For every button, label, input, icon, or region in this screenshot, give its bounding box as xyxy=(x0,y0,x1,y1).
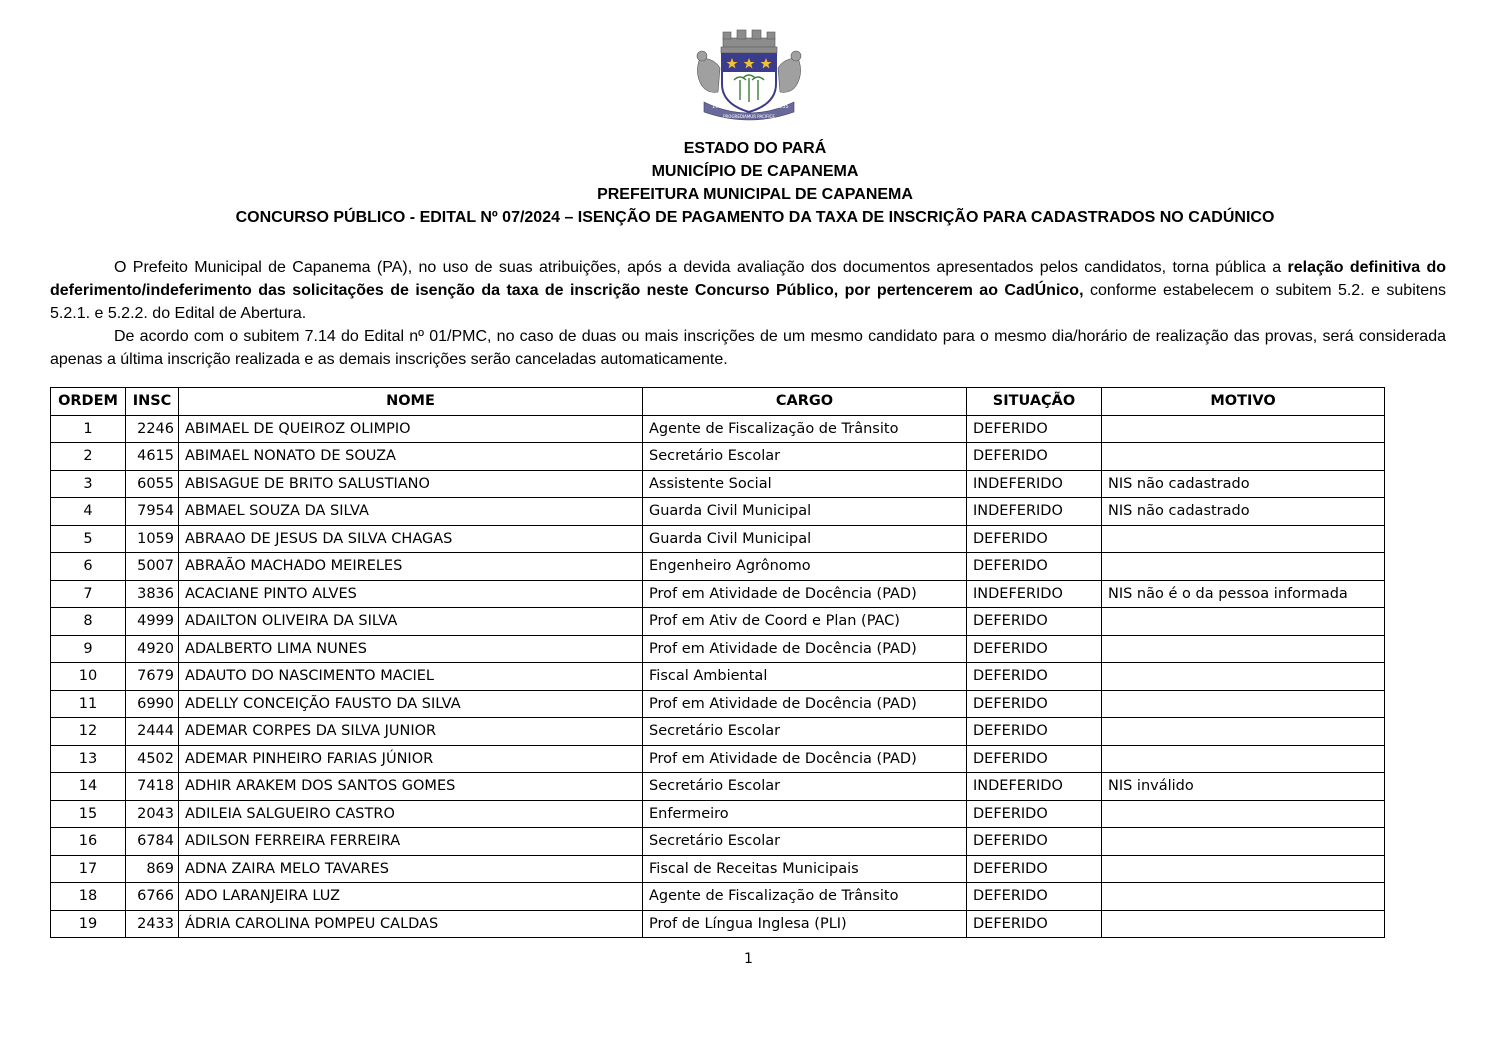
cell-cargo: Guarda Civil Municipal xyxy=(643,498,967,526)
table-row xyxy=(51,580,1385,608)
cell-insc: 5007 xyxy=(126,553,179,581)
cell-situacao: DEFERIDO xyxy=(967,525,1102,553)
cell-motivo xyxy=(1102,883,1385,911)
cell-insc: 1059 xyxy=(126,525,179,553)
cell-ordem: 12 xyxy=(51,718,126,746)
cell-insc: 2444 xyxy=(126,718,179,746)
cell-insc: 6784 xyxy=(126,828,179,856)
cell-nome: ABIMAEL DE QUEIROZ OLIMPIO xyxy=(179,415,643,443)
cell-nome: ABRAAO DE JESUS DA SILVA CHAGAS xyxy=(179,525,643,553)
cell-situacao: DEFERIDO xyxy=(967,910,1102,938)
cell-ordem: 14 xyxy=(51,773,126,801)
cell-cargo: Guarda Civil Municipal xyxy=(643,525,967,553)
cell-motivo: NIS não cadastrado xyxy=(1102,498,1385,526)
table-row xyxy=(51,608,1385,636)
header-state: ESTADO DO PARÁ xyxy=(683,140,827,157)
page-number: 1 xyxy=(744,951,753,967)
cell-situacao: INDEFERIDO xyxy=(967,773,1102,801)
cell-motivo xyxy=(1102,690,1385,718)
table-row xyxy=(51,443,1385,471)
table-row xyxy=(51,910,1385,938)
cell-situacao: DEFERIDO xyxy=(967,635,1102,663)
cell-insc: 6055 xyxy=(126,470,179,498)
cell-insc: 7679 xyxy=(126,663,179,691)
table-header-row xyxy=(51,388,1385,416)
cell-cargo: Assistente Social xyxy=(643,470,967,498)
column-header-insc: INSC xyxy=(126,388,179,416)
cell-insc: 6990 xyxy=(126,690,179,718)
cell-cargo: Agente de Fiscalização de Trânsito xyxy=(643,415,967,443)
table-row xyxy=(51,745,1385,773)
cell-insc: 7954 xyxy=(126,498,179,526)
cell-cargo: Enfermeiro xyxy=(643,800,967,828)
column-header-situacao: SITUAÇÃO xyxy=(967,388,1102,416)
cell-nome: ADILSON FERREIRA FERREIRA xyxy=(179,828,643,856)
cell-ordem: 10 xyxy=(51,663,126,691)
cell-motivo xyxy=(1102,855,1385,883)
cell-cargo: Prof em Atividade de Docência (PAD) xyxy=(643,745,967,773)
table-row xyxy=(51,718,1385,746)
cell-insc: 7418 xyxy=(126,773,179,801)
cell-situacao: DEFERIDO xyxy=(967,553,1102,581)
cell-situacao: DEFERIDO xyxy=(967,718,1102,746)
cell-ordem: 9 xyxy=(51,635,126,663)
column-header-motivo: MOTIVO xyxy=(1102,388,1385,416)
cell-situacao: DEFERIDO xyxy=(967,800,1102,828)
table-row xyxy=(51,525,1385,553)
cell-insc: 4999 xyxy=(126,608,179,636)
cell-cargo: Secretário Escolar xyxy=(643,828,967,856)
cell-insc: 4920 xyxy=(126,635,179,663)
cell-insc: 4502 xyxy=(126,745,179,773)
header-prefecture: PREFEITURA MUNICIPAL DE CAPANEMA xyxy=(597,186,913,203)
cell-motivo xyxy=(1102,718,1385,746)
cell-nome: ADO LARANJEIRA LUZ xyxy=(179,883,643,911)
cell-motivo xyxy=(1102,525,1385,553)
cell-situacao: INDEFERIDO xyxy=(967,470,1102,498)
cell-motivo xyxy=(1102,745,1385,773)
cell-motivo xyxy=(1102,415,1385,443)
cell-ordem: 3 xyxy=(51,470,126,498)
cell-ordem: 18 xyxy=(51,883,126,911)
cell-cargo: Fiscal Ambiental xyxy=(643,663,967,691)
cell-nome: ADAILTON OLIVEIRA DA SILVA xyxy=(179,608,643,636)
cell-situacao: DEFERIDO xyxy=(967,855,1102,883)
seal-motto: PROGREDIAMUR PACIFICE xyxy=(723,114,775,119)
cell-situacao: INDEFERIDO xyxy=(967,580,1102,608)
cell-nome: ADNA ZAIRA MELO TAVARES xyxy=(179,855,643,883)
table-body xyxy=(51,415,1385,938)
municipal-coat-of-arms xyxy=(690,28,808,124)
table-row xyxy=(51,883,1385,911)
cell-motivo xyxy=(1102,608,1385,636)
column-header-nome: NOME xyxy=(179,388,643,416)
cell-insc: 6766 xyxy=(126,883,179,911)
cell-ordem: 4 xyxy=(51,498,126,526)
cell-ordem: 6 xyxy=(51,553,126,581)
cell-nome: ABISAGUE DE BRITO SALUSTIANO xyxy=(179,470,643,498)
cell-nome: ACACIANE PINTO ALVES xyxy=(179,580,643,608)
table-row xyxy=(51,855,1385,883)
cell-ordem: 19 xyxy=(51,910,126,938)
cell-motivo xyxy=(1102,635,1385,663)
cell-situacao: DEFERIDO xyxy=(967,443,1102,471)
intro-text xyxy=(50,256,1446,371)
table-row xyxy=(51,800,1385,828)
cell-ordem: 16 xyxy=(51,828,126,856)
table-row xyxy=(51,415,1385,443)
cell-situacao: DEFERIDO xyxy=(967,828,1102,856)
cell-motivo: NIS não é o da pessoa informada xyxy=(1102,580,1385,608)
cell-ordem: 13 xyxy=(51,745,126,773)
cell-ordem: 2 xyxy=(51,443,126,471)
cell-cargo: Prof de Língua Inglesa (PLI) xyxy=(643,910,967,938)
cell-motivo xyxy=(1102,553,1385,581)
table-row xyxy=(51,498,1385,526)
cell-motivo xyxy=(1102,910,1385,938)
column-header-cargo: CARGO xyxy=(643,388,967,416)
cell-motivo: NIS inválido xyxy=(1102,773,1385,801)
cell-cargo: Fiscal de Receitas Municipais xyxy=(643,855,967,883)
applicants-table xyxy=(50,387,1385,938)
cell-nome: ADAUTO DO NASCIMENTO MACIEL xyxy=(179,663,643,691)
column-header-ordem: ORDEM xyxy=(51,388,126,416)
cell-insc: 2246 xyxy=(126,415,179,443)
cell-ordem: 7 xyxy=(51,580,126,608)
cell-nome: ABMAEL SOUZA DA SILVA xyxy=(179,498,643,526)
cell-situacao: DEFERIDO xyxy=(967,745,1102,773)
cell-cargo: Prof em Ativ de Coord e Plan (PAC) xyxy=(643,608,967,636)
table-row xyxy=(51,828,1385,856)
cell-cargo: Secretário Escolar xyxy=(643,773,967,801)
table-row xyxy=(51,635,1385,663)
cell-cargo: Secretário Escolar xyxy=(643,443,967,471)
cell-cargo: Prof em Atividade de Docência (PAD) xyxy=(643,580,967,608)
table-row xyxy=(51,553,1385,581)
cell-cargo: Agente de Fiscalização de Trânsito xyxy=(643,883,967,911)
table-row xyxy=(51,663,1385,691)
table-row xyxy=(51,690,1385,718)
cell-motivo xyxy=(1102,663,1385,691)
intro-bold-statement: relação definitiva do deferimento/indeferimento das solicitações de isenção da taxa de inscrição neste Concurso Público, por pertencerem ao CadÚnico, xyxy=(50,259,1446,299)
cell-insc: 2433 xyxy=(126,910,179,938)
cell-ordem: 17 xyxy=(51,855,126,883)
header-contest-title: CONCURSO PÚBLICO - EDITAL Nº 07/2024 – ISENÇÃO DE PAGAMENTO DA TAXA DE INSCRIÇÃO PARA CADASTRADOS NO CADÚNICO xyxy=(235,209,1275,226)
cell-motivo: NIS não cadastrado xyxy=(1102,470,1385,498)
cell-nome: ÁDRIA CAROLINA POMPEU CALDAS xyxy=(179,910,643,938)
cell-nome: ADILEIA SALGUEIRO CASTRO xyxy=(179,800,643,828)
cell-cargo: Prof em Atividade de Docência (PAD) xyxy=(643,690,967,718)
seal-year-left: 1910 xyxy=(712,104,725,110)
cell-motivo xyxy=(1102,443,1385,471)
cell-situacao: DEFERIDO xyxy=(967,690,1102,718)
cell-ordem: 8 xyxy=(51,608,126,636)
document-header xyxy=(50,137,1460,229)
cell-insc: 4615 xyxy=(126,443,179,471)
cell-situacao: DEFERIDO xyxy=(967,663,1102,691)
header-municipality: MUNICÍPIO DE CAPANEMA xyxy=(651,163,859,180)
cell-cargo: Engenheiro Agrônomo xyxy=(643,553,967,581)
cell-nome: ADHIR ARAKEM DOS SANTOS GOMES xyxy=(179,773,643,801)
cell-insc: 3836 xyxy=(126,580,179,608)
table-row xyxy=(51,470,1385,498)
cell-situacao: INDEFERIDO xyxy=(967,498,1102,526)
cell-cargo: Secretário Escolar xyxy=(643,718,967,746)
cell-motivo xyxy=(1102,800,1385,828)
cell-ordem: 5 xyxy=(51,525,126,553)
cell-insc: 869 xyxy=(126,855,179,883)
cell-situacao: DEFERIDO xyxy=(967,415,1102,443)
cell-nome: ABRAÃO MACHADO MEIRELES xyxy=(179,553,643,581)
cell-ordem: 1 xyxy=(51,415,126,443)
cell-nome: ADALBERTO LIMA NUNES xyxy=(179,635,643,663)
cell-nome: ADEMAR PINHEIRO FARIAS JÚNIOR xyxy=(179,745,643,773)
cell-nome: ADEMAR CORPES DA SILVA JUNIOR xyxy=(179,718,643,746)
intro-paragraph-1: O Prefeito Municipal de Capanema (PA), no uso de suas atribuições, após a devida avaliação dos documentos apresentados pelos candidatos, torna pública a relação definitiva do deferimento/indeferimento das solicitações de isenção da taxa de inscrição neste Concurso Público, por pertencerem ao CadÚnico, conforme estabelecem o subitem 5.2. e subitens 5.2.1. e 5.2.2. do Edital de Abertura. xyxy=(50,259,1446,322)
table-row xyxy=(51,773,1385,801)
cell-ordem: 15 xyxy=(51,800,126,828)
cell-cargo: Prof em Atividade de Docência (PAD) xyxy=(643,635,967,663)
cell-nome: ADELLY CONCEIÇÃO FAUSTO DA SILVA xyxy=(179,690,643,718)
seal-year-right: 1935 xyxy=(776,104,789,110)
intro-paragraph-2: De acordo com o subitem 7.14 do Edital nº 01/PMC, no caso de duas ou mais inscrições de um mesmo candidato para o mesmo dia/horário de realização das provas, será considerada apenas a última inscrição realizada e as demais inscrições serão canceladas automaticamente. xyxy=(50,328,1446,368)
cell-situacao: DEFERIDO xyxy=(967,608,1102,636)
cell-nome: ABIMAEL NONATO DE SOUZA xyxy=(179,443,643,471)
cell-insc: 2043 xyxy=(126,800,179,828)
cell-motivo xyxy=(1102,828,1385,856)
cell-ordem: 11 xyxy=(51,690,126,718)
cell-situacao: DEFERIDO xyxy=(967,883,1102,911)
